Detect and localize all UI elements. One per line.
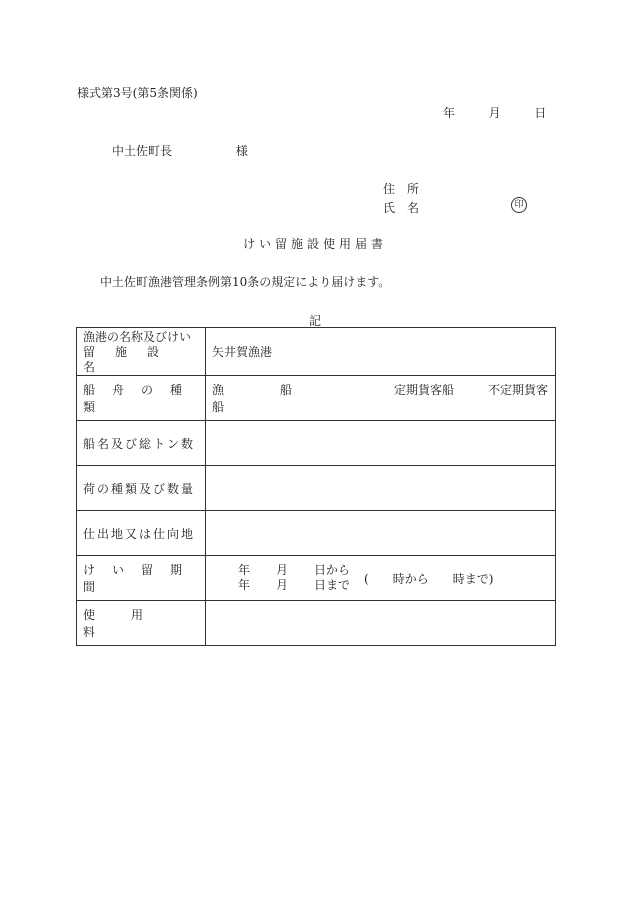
origin-destination-label-text: 仕出地又は仕向地 xyxy=(83,526,196,541)
name-label: 氏 名 xyxy=(383,201,420,215)
end-day: 日まで xyxy=(314,578,351,592)
harbor-facility-label xyxy=(77,328,206,376)
date-day: 日 xyxy=(534,106,547,120)
form-table xyxy=(76,327,556,646)
vessel-option-regular: 定期貨客船 xyxy=(394,383,455,397)
cargo-value xyxy=(206,466,556,511)
vessel-option-fishing-2: 船 xyxy=(280,383,293,397)
period-end xyxy=(238,578,350,593)
vessel-type-label-text: 船舟の種類 xyxy=(83,383,200,414)
vessel-option-irregular: 不定期貨客船 xyxy=(212,383,549,414)
table-row xyxy=(77,511,556,556)
form-number: 様式第3号(第5条関係) xyxy=(77,86,198,100)
mooring-period-label-text: けい留期間 xyxy=(83,563,200,594)
seal-mark: 印 xyxy=(511,197,527,213)
vessel-type-options xyxy=(206,376,556,421)
mooring-period-label xyxy=(77,556,206,601)
start-year: 年 xyxy=(238,563,251,577)
statement: 中土佐町漁港管理条例第10条の規定により届けます。 xyxy=(100,275,391,289)
usage-fee-label-text: 使用料 xyxy=(83,608,180,639)
date-month: 月 xyxy=(488,106,501,120)
cargo-label xyxy=(77,466,206,511)
period-start xyxy=(238,563,350,578)
table-row xyxy=(77,556,556,601)
address-label: 住 所 xyxy=(383,182,420,196)
table-row xyxy=(77,601,556,646)
ship-name-label-text: 船名及び総トン数 xyxy=(83,436,196,451)
start-month: 月 xyxy=(276,563,289,577)
end-month: 月 xyxy=(276,578,289,592)
harbor-facility-label-line1: 漁港の名称及びけい xyxy=(83,330,192,344)
ship-name-value xyxy=(206,421,556,466)
table-row xyxy=(77,328,556,376)
mooring-period-value xyxy=(206,556,556,601)
addressee xyxy=(112,142,248,159)
document-title: けい留施設使用届書 xyxy=(242,237,387,251)
end-year: 年 xyxy=(238,578,251,592)
origin-destination-value xyxy=(206,511,556,556)
usage-fee-value xyxy=(206,601,556,646)
table-row xyxy=(77,421,556,466)
origin-destination-label xyxy=(77,511,206,556)
vessel-type-label xyxy=(77,376,206,421)
period-times: ( 時から 時まで) xyxy=(364,571,494,586)
date-year: 年 xyxy=(443,106,456,120)
period-dates xyxy=(212,563,350,593)
addressee-name: 中土佐町長 xyxy=(112,144,173,158)
table-row xyxy=(77,376,556,421)
table-row xyxy=(77,466,556,511)
ship-name-label xyxy=(77,421,206,466)
harbor-facility-value: 矢井賀漁港 xyxy=(206,328,556,376)
vessel-option-fishing-1: 漁 xyxy=(212,383,225,397)
harbor-facility-label-line2: 留施設名 xyxy=(83,345,180,374)
cargo-label-text: 荷の種類及び数量 xyxy=(83,481,196,496)
date-line xyxy=(443,104,546,121)
start-day: 日から xyxy=(314,563,351,577)
ki-heading: 記 xyxy=(308,314,321,328)
addressee-honorific: 様 xyxy=(235,144,248,158)
usage-fee-label xyxy=(77,601,206,646)
